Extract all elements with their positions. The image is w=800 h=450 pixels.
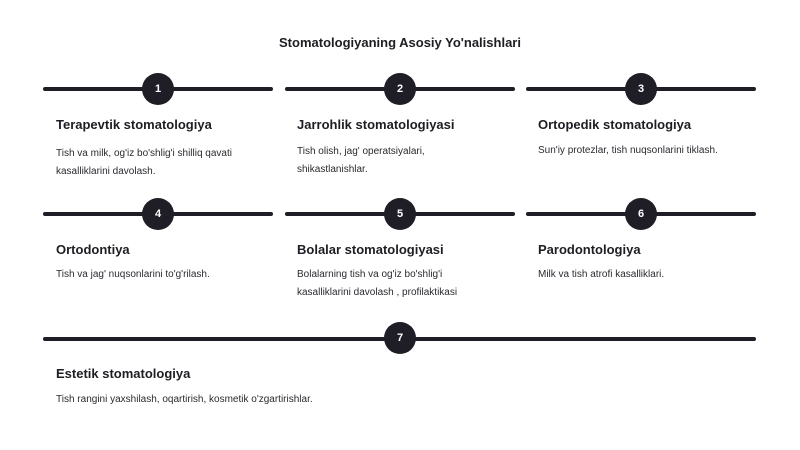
step-desc-6	[538, 266, 664, 284]
step-badge-4: 4	[142, 198, 174, 230]
step-desc-5-line-1: Bolalarning tish va og'iz bo'shlig'i	[297, 269, 443, 280]
step-desc-2-line-1: Tish olish, jag' operatsiyalari,	[297, 146, 425, 157]
step-title-5: Bolalar stomatologiyasi	[297, 242, 444, 257]
step-badge-3: 3	[625, 73, 657, 105]
step-badge-5: 5	[384, 198, 416, 230]
step-title-2: Jarrohlik stomatologiyasi	[297, 117, 455, 132]
step-badge-6: 6	[625, 198, 657, 230]
step-desc-3	[538, 142, 718, 160]
step-desc-4	[56, 266, 210, 284]
step-desc-2	[297, 143, 425, 179]
step-title-7: Estetik stomatologiya	[56, 366, 191, 381]
step-desc-2-line-2: shikastlanishlar.	[297, 164, 368, 175]
step-title-3: Ortopedik stomatologiya	[538, 117, 692, 132]
step-badge-7: 7	[384, 322, 416, 354]
step-desc-1	[56, 145, 232, 181]
step-desc-4-line-1: Tish va jag' nuqsonlarini to'g'rilash.	[56, 269, 210, 280]
step-desc-7-line-1: Tish rangini yaxshilash, oqartirish, kosmetik o'zgartirishlar.	[56, 394, 313, 405]
step-desc-5-line-2: kasalliklarini davolash , profilaktikasi	[297, 287, 458, 298]
step-title-4: Ortodontiya	[56, 242, 130, 257]
step-title-1: Terapevtik stomatologiya	[56, 117, 212, 132]
step-desc-1-line-2: kasalliklarini davolash.	[56, 166, 156, 177]
step-desc-6-line-1: Milk va tish atrofi kasalliklari.	[538, 269, 665, 280]
step-desc-1-line-1: Tish va milk, og'iz bo'shlig'i shilliq qavati	[56, 148, 232, 159]
step-desc-3-line-1: Sun'iy protezlar, tish nuqsonlarini tiklash.	[538, 145, 718, 156]
page-title: Stomatologiyaning Asosiy Yo'nalishlari	[279, 35, 521, 50]
step-badge-1: 1	[142, 73, 174, 105]
step-desc-5	[297, 266, 457, 302]
step-desc-7	[56, 391, 313, 409]
step-title-6: Parodontologiya	[538, 242, 641, 257]
step-badge-2: 2	[384, 73, 416, 105]
